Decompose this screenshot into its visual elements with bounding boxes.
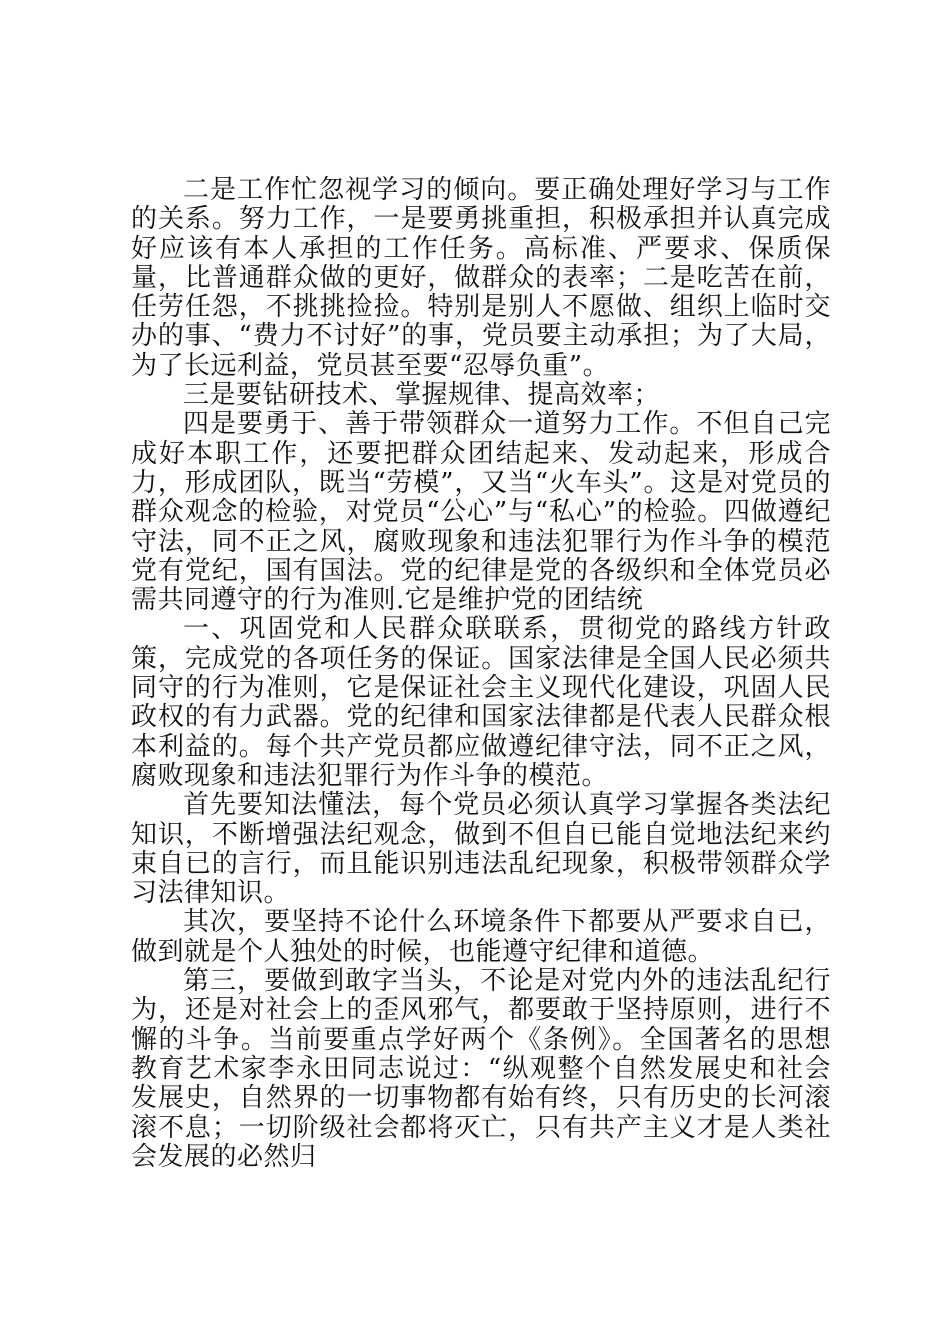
paragraph-party-law: 一、巩固党和人民群众联联系，贯彻党的路线方针政策，完成党的各项任务的保证。国家法律是全国人民必须共同守的行为准则，它是保证社会主义现代化建设，巩固人民政权的有力武器。党的纪律和国家法律都是代表人民群众根本利益的。每个共产党员都应做遵纪律守法，同不正之风，腐败现象和违法犯罪行为作斗争的模范。: [131, 614, 831, 791]
paragraph-technique: 三是要钻研技术、掌握规律、提高效率；: [183, 380, 661, 411]
paragraph-lead-masses: 四是要勇于、善于带领群众一道努力工作。不但自己完成好本职工作，还要把群众团结起来、发动起来，形成合力，形成团队，既当“劳模”，又当“火车头”。这是对党员的群众观念的检验，对党员“公心”与“私心”的检验。四做遵纪守法，同不正之风，腐败现象和违法犯罪行为作斗争的模范党有党纪，国有国法。党的纪律是党的各级织和全体党员必需共同遵守的行为准则.它是维护党的团结统: [131, 409, 831, 616]
document-body: [131, 176, 831, 1172]
paragraph-self-discipline: 其次，要坚持不论什么环境条件下都要从严要求自已，做到就是个人独处的时候，也能遵守纪律和道德。: [131, 907, 831, 967]
paragraph-know-law: 首先要知法懂法，每个党员必须认真学习掌握各类法纪知识，不断增强法纪观念，做到不但自已能自觉地法纪来约束自已的言行，而且能识别违法乱纪现象，积极带领群众学习法律知识。: [131, 790, 831, 909]
paragraph-courage: 第三，要做到敢字当头，不论是对党内外的违法乱纪行为，还是对社会上的歪风邪气，都要敢于坚持原则，进行不懈的斗争。当前要重点学好两个《条例》。全国著名的思想教育艺术家李永田同志说过：“纵观整个自然发展史和社会发展史，自然界的一切事物都有始有终，只有历史的长河滚滚不息；一切阶级社会都将灭亡，只有共产主义才是人类社会发展的必然归: [131, 966, 831, 1172]
paragraph-study-vs-work: 二是工作忙忽视学习的倾向。要正确处理好学习与工作的关系。努力工作，一是要勇挑重担，积极承担并认真完成好应该有本人承担的工作任务。高标准、严要求、保质保量，比普通群众做的更好，做群众的表率；二是吃苦在前，任劳任怨，不挑挑捡捡。特别是别人不愿做、组织上临时交办的事、“费力不讨好”的事，党员要主动承担；为了大局，为了长远利益，党员甚至要“忍辱负重”。: [131, 175, 831, 381]
